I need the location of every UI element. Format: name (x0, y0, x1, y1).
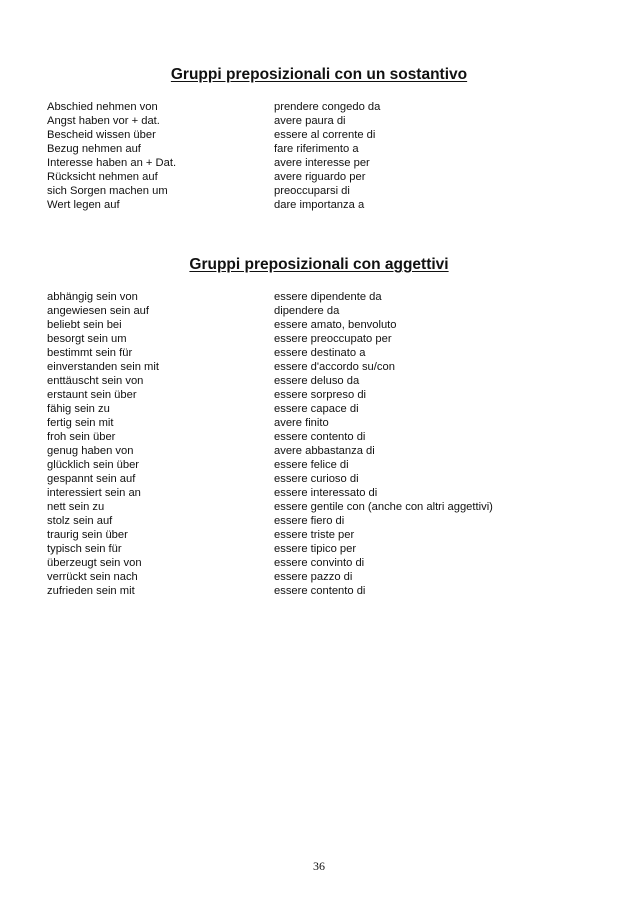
italian-translation: essere al corrente di (274, 129, 376, 141)
german-phrase: froh sein über (47, 431, 116, 443)
german-phrase: zufrieden sein mit (47, 585, 135, 597)
german-phrase: typisch sein für (47, 543, 122, 555)
italian-translation: preoccuparsi di (274, 185, 350, 197)
italian-translation: essere fiero di (274, 515, 345, 527)
italian-translation: essere contento di (274, 585, 366, 597)
italian-translation: essere tipico per (274, 543, 357, 555)
german-phrase: einverstanden sein mit (47, 361, 159, 373)
german-phrase: nett sein zu (47, 501, 105, 513)
section-heading-nouns: Gruppi preposizionali con un sostantivo (170, 66, 468, 83)
german-phrase: Wert legen auf (47, 199, 120, 211)
italian-translation: essere amato, benvoluto (274, 319, 397, 331)
german-phrase: fähig sein zu (47, 403, 110, 415)
german-phrase: überzeugt sein von (47, 557, 142, 569)
italian-translation: essere capace di (274, 403, 359, 415)
german-phrase: fertig sein mit (47, 417, 114, 429)
german-phrase: abhängig sein von (47, 291, 138, 303)
german-phrase: angewiesen sein auf (47, 305, 150, 317)
german-phrase: genug haben von (47, 445, 134, 457)
italian-translation: essere gentile con (anche con altri aggettivi) (274, 501, 493, 513)
italian-translation: essere deluso da (274, 375, 360, 387)
german-phrase: gespannt sein auf (47, 473, 136, 485)
italian-translation: prendere congedo da (274, 101, 381, 113)
italian-translation: essere triste per (274, 529, 355, 541)
italian-translation: avere interesse per (274, 157, 370, 169)
german-phrase: Bescheid wissen über (47, 129, 156, 141)
italian-translation: essere felice di (274, 459, 349, 471)
section-heading-adjectives: Gruppi preposizionali con aggettivi (189, 256, 449, 273)
italian-translation: essere destinato a (274, 347, 366, 359)
german-phrase: stolz sein auf (47, 515, 113, 527)
italian-translation: essere d'accordo su/con (274, 361, 395, 373)
german-phrase: besorgt sein um (47, 333, 127, 345)
german-phrase: Interesse haben an + Dat. (47, 157, 177, 169)
german-phrase: Abschied nehmen von (47, 101, 158, 113)
italian-translation: essere interessato di (274, 487, 378, 499)
italian-translation: essere dipendente da (274, 291, 382, 303)
page-number: 36 (313, 859, 325, 873)
german-phrase: sich Sorgen machen um (47, 185, 168, 197)
german-phrase: verrückt sein nach (47, 571, 138, 583)
italian-translation: essere contento di (274, 431, 366, 443)
german-phrase: enttäuscht sein von (47, 375, 144, 387)
italian-translation: essere pazzo di (274, 571, 353, 583)
german-phrase: Rücksicht nehmen auf (47, 171, 158, 183)
italian-translation: dipendere da (274, 305, 340, 317)
italian-translation: essere preoccupato per (274, 333, 392, 345)
italian-translation: avere finito (274, 417, 329, 429)
german-phrase: traurig sein über (47, 529, 128, 541)
italian-translation: avere riguardo per (274, 171, 366, 183)
german-phrase: Bezug nehmen auf (47, 143, 141, 155)
german-phrase: bestimmt sein für (47, 347, 133, 359)
italian-translation: essere sorpreso di (274, 389, 367, 401)
italian-translation: essere convinto di (274, 557, 365, 569)
italian-translation: dare importanza a (274, 199, 365, 211)
italian-translation: avere abbastanza di (274, 445, 375, 457)
german-phrase: beliebt sein bei (47, 319, 122, 331)
italian-translation: avere paura di (274, 115, 346, 127)
german-phrase: interessiert sein an (47, 487, 141, 499)
german-phrase: erstaunt sein über (47, 389, 137, 401)
italian-translation: essere curioso di (274, 473, 359, 485)
german-phrase: Angst haben vor + dat. (47, 115, 160, 127)
italian-translation: fare riferimento a (274, 143, 359, 155)
german-phrase: glücklich sein über (47, 459, 140, 471)
